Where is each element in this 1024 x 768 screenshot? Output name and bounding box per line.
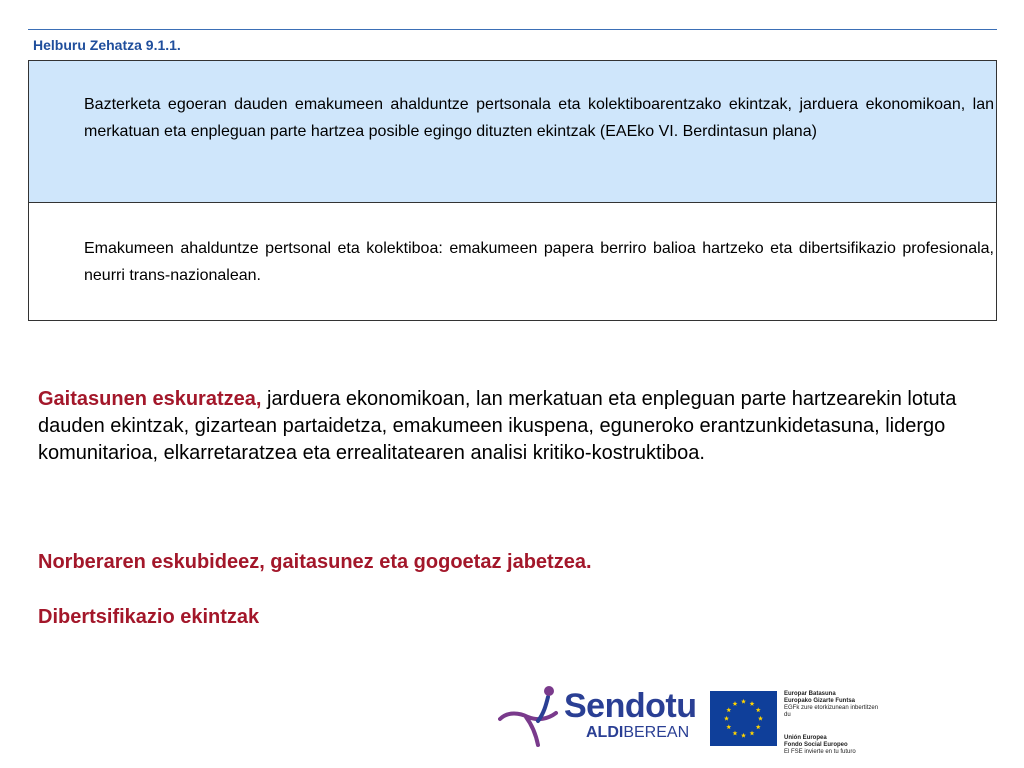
section-label: Helburu Zehatza 9.1.1. xyxy=(33,37,181,53)
paragraph-diversification: Dibertsifikazio ekintzak xyxy=(38,606,260,628)
person-figure-icon xyxy=(498,683,568,748)
objective-row-highlighted xyxy=(29,61,996,203)
paragraph-heading: Gaitasunen eskuratzea, xyxy=(38,388,262,410)
objective-detail: Emakumeen ahalduntze pertsonal eta kolektiboa: emakumeen papera berriro balioa hartzeko eta dibertsifikazio profesionala, neurri trans-nazionalean. xyxy=(84,240,994,284)
logo-subtitle: ALDIBEREAN xyxy=(586,724,690,741)
paragraph-body: jarduera ekonomikoan, lan merkatuan eta enpleguan parte hartzearekin lotuta dauden ekintzak, gizartean partaidetza, emakumeen ikuspena, eguneroko erantzunkidetasuna, lidergo komunitarioa, elkarretaratzea eta errealitatearen analisi kritiko-kostruktiboa. xyxy=(38,388,957,464)
paragraph-capabilities xyxy=(38,386,998,467)
paragraph-rights: Norberaren eskubideez, gaitasunez eta gogoetaz jabetzea. xyxy=(38,551,592,573)
eu-funding-text: Europar Batasuna Europako Gizarte Funtsa EGFk zure etorkizunean inbertitzen du Unión Europea Fondo Social Europeo El FSE invierte en tu futuro xyxy=(784,691,879,755)
logo-wordmark: Sendotu xyxy=(564,687,697,725)
objective-description: Bazterketa egoeran dauden emakumeen ahalduntze pertsonala eta kolektiboarentzako ekintzak, jarduera ekonomikoan, lan merkatuan eta enpleguan parte hartzea posible egingo dituzten ekintzak (EAEko VI. Berdintasun plana) xyxy=(84,96,994,140)
sendotu-logo xyxy=(498,683,698,748)
objective-row xyxy=(29,203,996,320)
header-rule xyxy=(28,29,997,30)
objective-table xyxy=(28,60,997,321)
eu-flag-icon xyxy=(710,691,777,746)
